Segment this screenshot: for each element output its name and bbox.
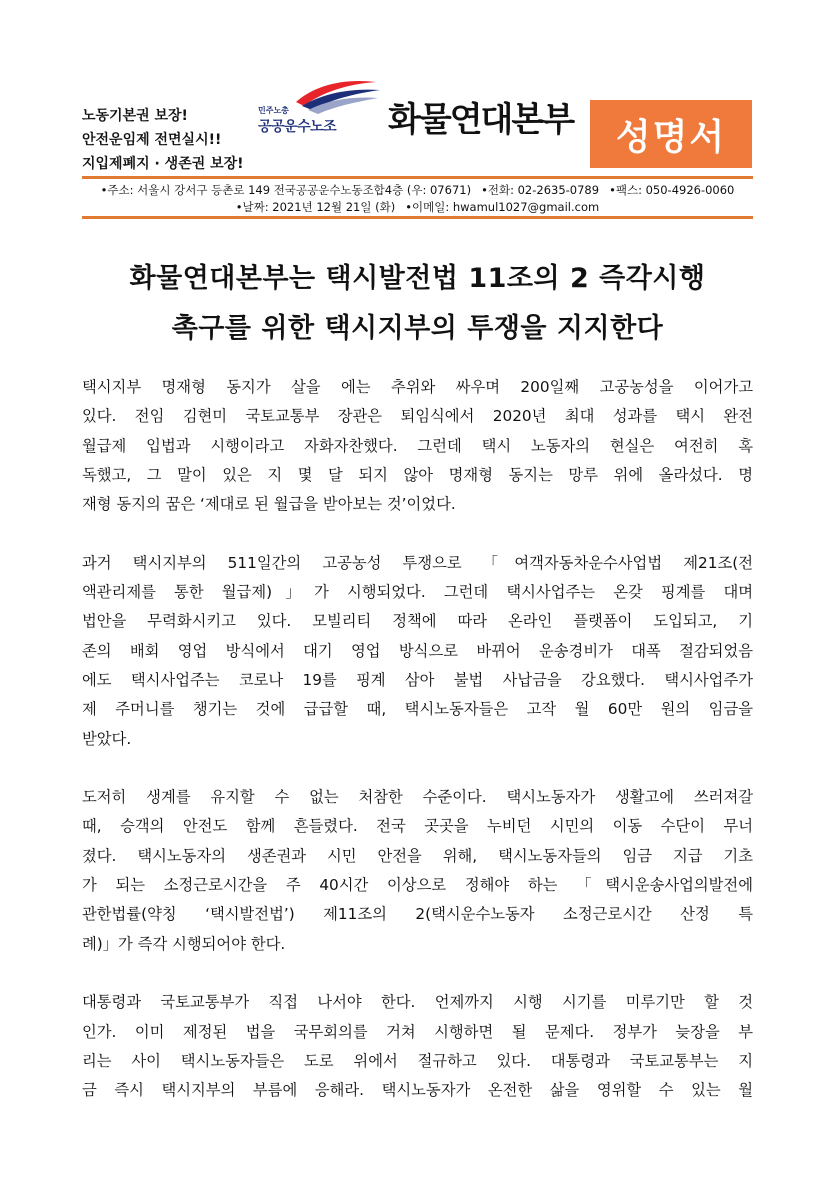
paragraph-4: [82, 988, 753, 1105]
body-line: 가 되는 소정근로시간을 주 40시간 이상으로 정해야 하는 「택시운송사업의발전에: [82, 876, 753, 895]
body-line: 인가. 이미 제정된 법을 국무회의를 거쳐 시행하면 될 문제다. 정부가 늦장을 부: [82, 1022, 753, 1041]
body-line: 대통령과 국토교통부가 직접 나서야 한다. 언제까지 시행 시기를 미루기만 할 것: [82, 993, 753, 1012]
paragraph-1: [82, 373, 753, 519]
logo-main-text: 공공운수노조: [258, 119, 337, 135]
slogan-2: 안전운임제 전면실시!!: [82, 132, 222, 148]
date-text: •날짜: 2021년 12월 21일 (화): [235, 200, 396, 214]
header-rule-top: [82, 176, 753, 179]
body-line: 있다. 전임 김현미 국토교통부 장관은 퇴임식에서 2020년 최대 성과를 택시 완전: [82, 407, 753, 426]
body-line: 제 주머니를 챙기는 것에 급급할 때, 택시노동자들은 고작 월 60만 원의 임금을: [82, 700, 753, 719]
contact-line-2: [82, 199, 753, 215]
headline-line-1: 화물연대본부는 택시발전법 11조의 2 즉각시행: [129, 263, 706, 294]
org-title: 화물연대본부: [388, 100, 574, 140]
contact-line-1: [82, 182, 753, 198]
slogan-3: 지입제폐지 · 생존권 보장!: [82, 156, 244, 172]
fax-text: •팩스: 050-4926-0060: [609, 183, 735, 197]
body-line: 졌다. 택시노동자의 생존권과 시민 안전을 위해, 택시노동자들의 임금 지급 기초: [82, 846, 753, 865]
header-rule-bottom: [82, 216, 753, 219]
body-line: 에도 택시사업주는 코로나 19를 핑계 삼아 불법 사납금을 강요했다. 택시사업주가: [82, 670, 753, 689]
body-line: 리는 사이 택시노동자들은 도로 위에서 절규하고 있다. 대통령과 국토교통부는 지: [82, 1051, 753, 1070]
body-line: 례)」가 즉각 시행되어야 한다.: [82, 934, 286, 953]
doc-type-label: 성명서: [615, 116, 727, 158]
phone-text: •전화: 02-2635-0789: [481, 183, 600, 197]
body-line: 과거 택시지부의 511일간의 고공농성 투쟁으로 「여객자동차운수사업법 제21조(전: [82, 553, 753, 572]
body-line: 존의 배회 영업 방식에서 대기 영업 방식으로 바뀌어 운송경비가 대폭 절감되었음: [82, 641, 753, 660]
body-line: 재형 동지의 꿈은 ‘제대로 된 월급을 받아보는 것’이었다.: [82, 495, 456, 514]
body-line: 액관리제를 통한 월급제)」가 시행되었다. 그런데 택시사업주는 온갖 핑계를 대며: [82, 583, 753, 602]
doc-type-badge: [590, 100, 752, 168]
headline-line-2: 촉구를 위한 택시지부의 투쟁을 지지한다: [171, 313, 664, 344]
body-line: 금 즉시 택시지부의 부름에 응해라. 택시노동자가 온전한 삶을 영위할 수 있는 월: [82, 1081, 753, 1100]
union-logo: [252, 76, 384, 136]
logo-small-text: 민주노총: [258, 106, 289, 115]
body-line: 도저히 생계를 유지할 수 없는 처참한 수준이다. 택시노동자가 생활고에 쓰러져갈: [82, 788, 753, 807]
body-line: 때, 승객의 안전도 함께 흔들렸다. 전국 곳곳을 누비던 시민의 이동 수단이 무너: [82, 817, 753, 836]
email-text: •이메일: hwamul1027@gmail.com: [405, 200, 600, 214]
body-line: 법안을 무력화시키고 있다. 모빌리티 정책에 따라 온라인 플랫폼이 도입되고, 기: [82, 612, 753, 631]
paragraph-3: [82, 783, 753, 959]
body-line: 관한법률(약칭 ‘택시발전법’) 제11조의 2(택시운수노동자 소정근로시간 산정 특: [82, 905, 753, 924]
statement-body: [82, 373, 753, 1135]
body-line: 택시지부 명재형 동지가 살을 에는 추위와 싸우며 200일째 고공농성을 이어가고: [82, 378, 753, 396]
paragraph-2: [82, 549, 753, 754]
address-text: •주소: 서울시 강서구 등촌로 149 전국공공운수노동조합4층 (우: 07671): [100, 183, 472, 197]
body-line: 월급제 입법과 시행이라고 자화자찬했다. 그런데 택시 노동자의 현실은 여전히 혹: [82, 436, 753, 455]
body-line: 독했고, 그 말이 있은 지 몇 달 되지 않아 명재형 동지는 망루 위에 올라섰다. 명: [82, 465, 753, 484]
body-line: 받았다.: [82, 729, 132, 748]
slogan-block: [82, 104, 244, 176]
slogan-1: 노동기본권 보장!: [82, 108, 188, 124]
